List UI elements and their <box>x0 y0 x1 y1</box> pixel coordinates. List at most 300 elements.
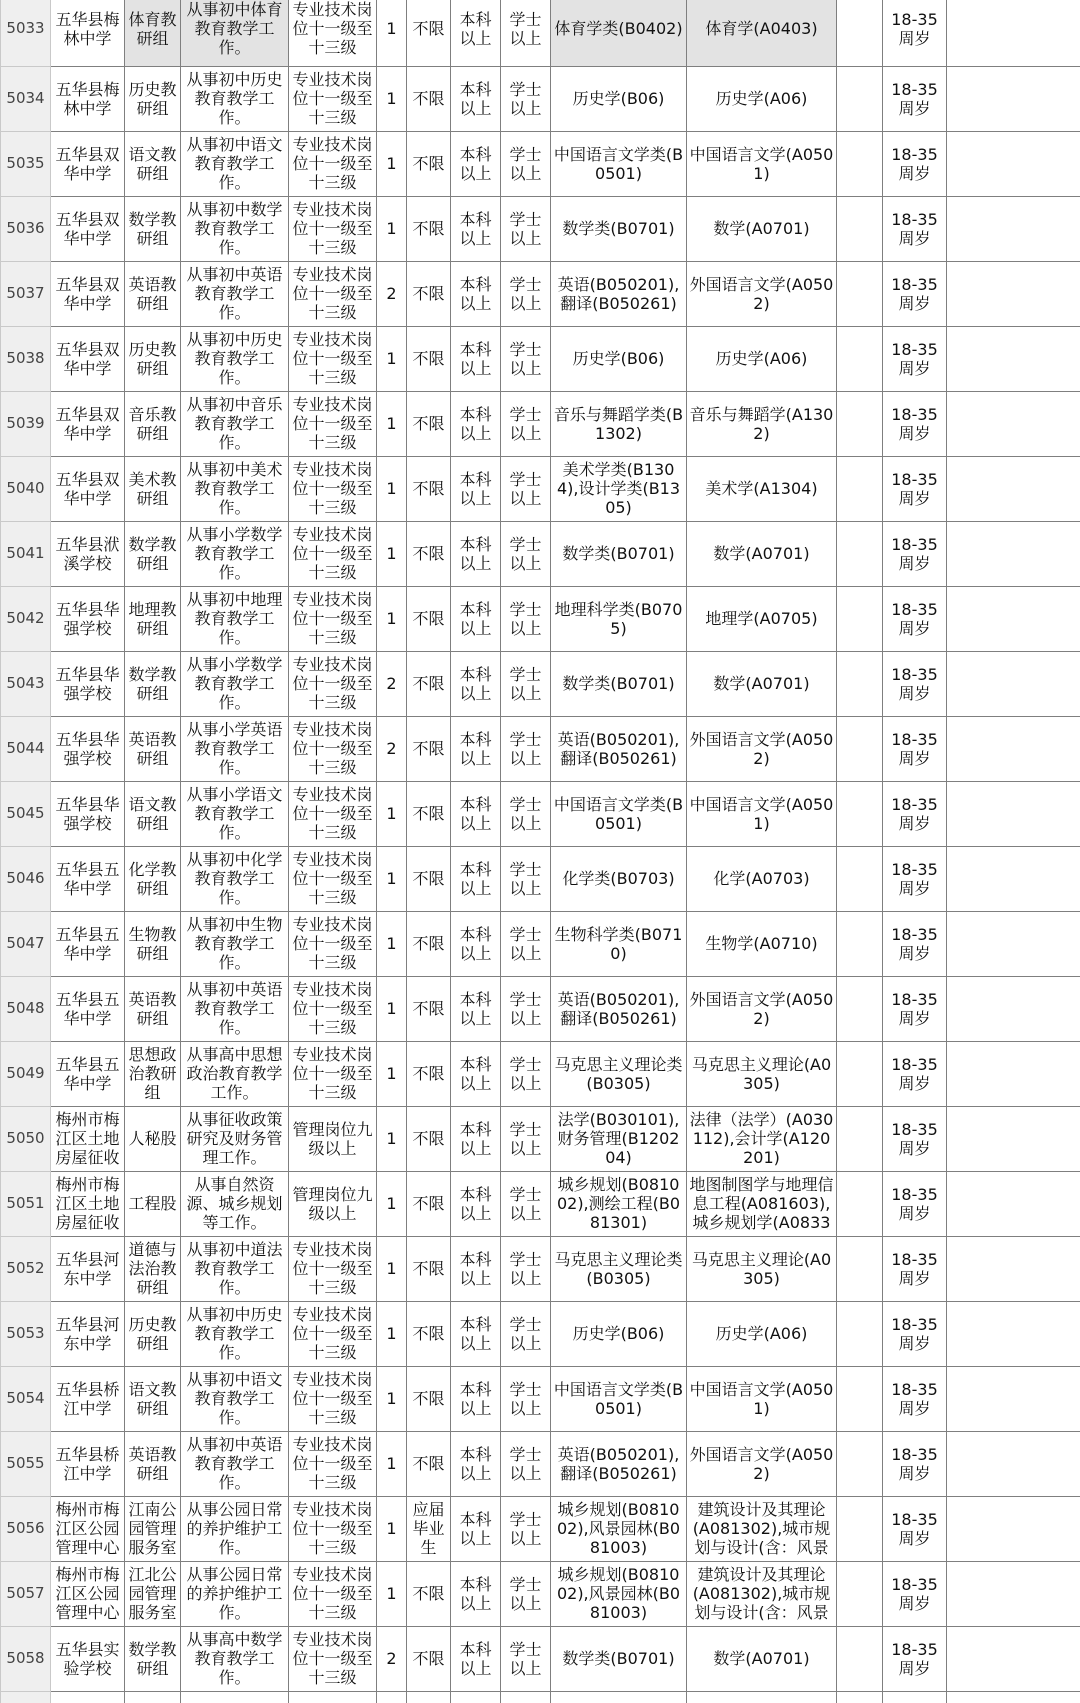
education-cell[interactable] <box>451 1626 501 1691</box>
undergrad-major-cell[interactable] <box>551 1106 687 1171</box>
other-cell[interactable] <box>837 716 883 781</box>
eligibility-cell[interactable] <box>407 1236 451 1301</box>
education-cell[interactable] <box>451 1236 501 1301</box>
degree-cell[interactable] <box>501 781 551 846</box>
blank-cell[interactable] <box>947 1691 1080 1703</box>
headcount-cell[interactable] <box>377 976 407 1041</box>
headcount-cell[interactable] <box>377 1431 407 1496</box>
unit-cell[interactable] <box>51 781 125 846</box>
degree-cell[interactable] <box>501 391 551 456</box>
row-number-cell[interactable] <box>1 196 51 261</box>
undergrad-major-cell[interactable] <box>551 976 687 1041</box>
post-level-cell[interactable] <box>289 846 377 911</box>
postgrad-major-cell[interactable] <box>687 66 837 131</box>
department-cell[interactable] <box>125 521 181 586</box>
eligibility-cell[interactable] <box>407 781 451 846</box>
other-cell[interactable] <box>837 196 883 261</box>
postgrad-major-cell[interactable] <box>687 456 837 521</box>
department-cell[interactable] <box>125 0 181 66</box>
eligibility-cell[interactable] <box>407 1691 451 1703</box>
undergrad-major-cell[interactable] <box>551 1301 687 1366</box>
degree-cell[interactable] <box>501 131 551 196</box>
undergrad-major-cell[interactable] <box>551 781 687 846</box>
unit-cell[interactable] <box>51 586 125 651</box>
age-cell[interactable] <box>883 1431 947 1496</box>
age-cell[interactable] <box>883 0 947 66</box>
blank-cell[interactable] <box>947 196 1080 261</box>
eligibility-cell[interactable] <box>407 1301 451 1366</box>
age-cell[interactable] <box>883 976 947 1041</box>
other-cell[interactable] <box>837 0 883 66</box>
duty-cell[interactable] <box>181 1041 289 1106</box>
duty-cell[interactable] <box>181 1496 289 1561</box>
other-cell[interactable] <box>837 976 883 1041</box>
postgrad-major-cell[interactable] <box>687 391 837 456</box>
headcount-cell[interactable] <box>377 391 407 456</box>
age-cell[interactable] <box>883 911 947 976</box>
duty-cell[interactable] <box>181 66 289 131</box>
post-level-cell[interactable] <box>289 1496 377 1561</box>
blank-cell[interactable] <box>947 1301 1080 1366</box>
age-cell[interactable] <box>883 261 947 326</box>
department-cell[interactable] <box>125 1236 181 1301</box>
row-number-cell[interactable] <box>1 1626 51 1691</box>
age-cell[interactable] <box>883 131 947 196</box>
age-cell[interactable] <box>883 1106 947 1171</box>
unit-cell[interactable] <box>51 846 125 911</box>
education-cell[interactable] <box>451 781 501 846</box>
post-level-cell[interactable] <box>289 456 377 521</box>
education-cell[interactable] <box>451 651 501 716</box>
education-cell[interactable] <box>451 261 501 326</box>
undergrad-major-cell[interactable] <box>551 846 687 911</box>
unit-cell[interactable] <box>51 66 125 131</box>
postgrad-major-cell[interactable] <box>687 716 837 781</box>
headcount-cell[interactable] <box>377 1626 407 1691</box>
education-cell[interactable] <box>451 196 501 261</box>
degree-cell[interactable] <box>501 1561 551 1626</box>
other-cell[interactable] <box>837 261 883 326</box>
unit-cell[interactable] <box>51 1301 125 1366</box>
other-cell[interactable] <box>837 586 883 651</box>
undergrad-major-cell[interactable] <box>551 911 687 976</box>
age-cell[interactable] <box>883 716 947 781</box>
unit-cell[interactable] <box>51 716 125 781</box>
age-cell[interactable] <box>883 521 947 586</box>
row-number-cell[interactable] <box>1 1301 51 1366</box>
undergrad-major-cell[interactable] <box>551 196 687 261</box>
undergrad-major-cell[interactable] <box>551 586 687 651</box>
duty-cell[interactable] <box>181 1301 289 1366</box>
row-number-cell[interactable] <box>1 781 51 846</box>
education-cell[interactable] <box>451 586 501 651</box>
headcount-cell[interactable] <box>377 131 407 196</box>
other-cell[interactable] <box>837 521 883 586</box>
undergrad-major-cell[interactable] <box>551 1496 687 1561</box>
unit-cell[interactable] <box>51 0 125 66</box>
eligibility-cell[interactable] <box>407 976 451 1041</box>
eligibility-cell[interactable] <box>407 326 451 391</box>
row-number-cell[interactable] <box>1 846 51 911</box>
headcount-cell[interactable] <box>377 326 407 391</box>
other-cell[interactable] <box>837 1301 883 1366</box>
row-number-cell[interactable] <box>1 586 51 651</box>
headcount-cell[interactable] <box>377 66 407 131</box>
post-level-cell[interactable] <box>289 131 377 196</box>
blank-cell[interactable] <box>947 781 1080 846</box>
education-cell[interactable] <box>451 1431 501 1496</box>
post-level-cell[interactable] <box>289 1366 377 1431</box>
department-cell[interactable] <box>125 131 181 196</box>
department-cell[interactable] <box>125 1626 181 1691</box>
duty-cell[interactable] <box>181 1561 289 1626</box>
undergrad-major-cell[interactable] <box>551 456 687 521</box>
blank-cell[interactable] <box>947 1366 1080 1431</box>
education-cell[interactable] <box>451 1301 501 1366</box>
degree-cell[interactable] <box>501 326 551 391</box>
row-number-cell[interactable] <box>1 1561 51 1626</box>
other-cell[interactable] <box>837 1236 883 1301</box>
headcount-cell[interactable] <box>377 1301 407 1366</box>
unit-cell[interactable] <box>51 261 125 326</box>
education-cell[interactable] <box>451 911 501 976</box>
degree-cell[interactable] <box>501 1366 551 1431</box>
blank-cell[interactable] <box>947 911 1080 976</box>
degree-cell[interactable] <box>501 586 551 651</box>
undergrad-major-cell[interactable] <box>551 1561 687 1626</box>
eligibility-cell[interactable] <box>407 1561 451 1626</box>
unit-cell[interactable] <box>51 1626 125 1691</box>
postgrad-major-cell[interactable] <box>687 651 837 716</box>
postgrad-major-cell[interactable] <box>687 1236 837 1301</box>
blank-cell[interactable] <box>947 716 1080 781</box>
eligibility-cell[interactable] <box>407 196 451 261</box>
undergrad-major-cell[interactable] <box>551 1171 687 1236</box>
post-level-cell[interactable] <box>289 1691 377 1703</box>
department-cell[interactable] <box>125 1301 181 1366</box>
department-cell[interactable] <box>125 1041 181 1106</box>
post-level-cell[interactable] <box>289 0 377 66</box>
undergrad-major-cell[interactable] <box>551 1041 687 1106</box>
blank-cell[interactable] <box>947 1171 1080 1236</box>
blank-cell[interactable] <box>947 391 1080 456</box>
eligibility-cell[interactable] <box>407 846 451 911</box>
headcount-cell[interactable] <box>377 846 407 911</box>
post-level-cell[interactable] <box>289 196 377 261</box>
row-number-cell[interactable] <box>1 716 51 781</box>
other-cell[interactable] <box>837 131 883 196</box>
blank-cell[interactable] <box>947 521 1080 586</box>
department-cell[interactable] <box>125 1431 181 1496</box>
degree-cell[interactable] <box>501 976 551 1041</box>
unit-cell[interactable] <box>51 1041 125 1106</box>
undergrad-major-cell[interactable] <box>551 326 687 391</box>
age-cell[interactable] <box>883 1171 947 1236</box>
education-cell[interactable] <box>451 456 501 521</box>
eligibility-cell[interactable] <box>407 586 451 651</box>
eligibility-cell[interactable] <box>407 261 451 326</box>
row-number-cell[interactable] <box>1 1431 51 1496</box>
row-number-cell[interactable] <box>1 261 51 326</box>
age-cell[interactable] <box>883 196 947 261</box>
duty-cell[interactable] <box>181 131 289 196</box>
postgrad-major-cell[interactable] <box>687 1041 837 1106</box>
eligibility-cell[interactable] <box>407 1106 451 1171</box>
headcount-cell[interactable] <box>377 911 407 976</box>
duty-cell[interactable] <box>181 1106 289 1171</box>
duty-cell[interactable] <box>181 261 289 326</box>
department-cell[interactable] <box>125 66 181 131</box>
postgrad-major-cell[interactable] <box>687 1626 837 1691</box>
post-level-cell[interactable] <box>289 1431 377 1496</box>
row-number-cell[interactable] <box>1 976 51 1041</box>
eligibility-cell[interactable] <box>407 66 451 131</box>
blank-cell[interactable] <box>947 1496 1080 1561</box>
blank-cell[interactable] <box>947 1561 1080 1626</box>
headcount-cell[interactable] <box>377 781 407 846</box>
row-number-cell[interactable] <box>1 521 51 586</box>
headcount-cell[interactable] <box>377 261 407 326</box>
postgrad-major-cell[interactable] <box>687 846 837 911</box>
post-level-cell[interactable] <box>289 1561 377 1626</box>
post-level-cell[interactable] <box>289 1236 377 1301</box>
duty-cell[interactable] <box>181 1626 289 1691</box>
unit-cell[interactable] <box>51 651 125 716</box>
row-number-cell[interactable] <box>1 1691 51 1703</box>
other-cell[interactable] <box>837 1561 883 1626</box>
row-number-cell[interactable] <box>1 131 51 196</box>
unit-cell[interactable] <box>51 391 125 456</box>
row-number-cell[interactable] <box>1 456 51 521</box>
degree-cell[interactable] <box>501 1171 551 1236</box>
education-cell[interactable] <box>451 1041 501 1106</box>
degree-cell[interactable] <box>501 521 551 586</box>
headcount-cell[interactable] <box>377 1171 407 1236</box>
other-cell[interactable] <box>837 781 883 846</box>
row-number-cell[interactable] <box>1 911 51 976</box>
eligibility-cell[interactable] <box>407 651 451 716</box>
post-level-cell[interactable] <box>289 1041 377 1106</box>
degree-cell[interactable] <box>501 196 551 261</box>
other-cell[interactable] <box>837 1691 883 1703</box>
blank-cell[interactable] <box>947 1431 1080 1496</box>
eligibility-cell[interactable] <box>407 131 451 196</box>
row-number-cell[interactable] <box>1 1236 51 1301</box>
post-level-cell[interactable] <box>289 586 377 651</box>
postgrad-major-cell[interactable] <box>687 1301 837 1366</box>
degree-cell[interactable] <box>501 66 551 131</box>
department-cell[interactable] <box>125 456 181 521</box>
eligibility-cell[interactable] <box>407 1431 451 1496</box>
undergrad-major-cell[interactable] <box>551 716 687 781</box>
eligibility-cell[interactable] <box>407 0 451 66</box>
duty-cell[interactable] <box>181 1236 289 1301</box>
duty-cell[interactable] <box>181 586 289 651</box>
other-cell[interactable] <box>837 1106 883 1171</box>
degree-cell[interactable] <box>501 846 551 911</box>
undergrad-major-cell[interactable] <box>551 66 687 131</box>
row-number-cell[interactable] <box>1 66 51 131</box>
eligibility-cell[interactable] <box>407 521 451 586</box>
blank-cell[interactable] <box>947 456 1080 521</box>
education-cell[interactable] <box>451 846 501 911</box>
post-level-cell[interactable] <box>289 1106 377 1171</box>
education-cell[interactable] <box>451 326 501 391</box>
unit-cell[interactable] <box>51 911 125 976</box>
other-cell[interactable] <box>837 1431 883 1496</box>
duty-cell[interactable] <box>181 196 289 261</box>
department-cell[interactable] <box>125 261 181 326</box>
education-cell[interactable] <box>451 1171 501 1236</box>
row-number-cell[interactable] <box>1 1171 51 1236</box>
headcount-cell[interactable] <box>377 1041 407 1106</box>
age-cell[interactable] <box>883 651 947 716</box>
age-cell[interactable] <box>883 326 947 391</box>
blank-cell[interactable] <box>947 66 1080 131</box>
age-cell[interactable] <box>883 1691 947 1703</box>
row-number-cell[interactable] <box>1 1106 51 1171</box>
education-cell[interactable] <box>451 1106 501 1171</box>
row-number-cell[interactable] <box>1 1366 51 1431</box>
other-cell[interactable] <box>837 911 883 976</box>
blank-cell[interactable] <box>947 1041 1080 1106</box>
education-cell[interactable] <box>451 1691 501 1703</box>
unit-cell[interactable] <box>51 1106 125 1171</box>
degree-cell[interactable] <box>501 1301 551 1366</box>
postgrad-major-cell[interactable] <box>687 781 837 846</box>
other-cell[interactable] <box>837 1041 883 1106</box>
other-cell[interactable] <box>837 456 883 521</box>
duty-cell[interactable] <box>181 781 289 846</box>
department-cell[interactable] <box>125 1561 181 1626</box>
duty-cell[interactable] <box>181 1171 289 1236</box>
other-cell[interactable] <box>837 651 883 716</box>
post-level-cell[interactable] <box>289 326 377 391</box>
unit-cell[interactable] <box>51 456 125 521</box>
degree-cell[interactable] <box>501 651 551 716</box>
degree-cell[interactable] <box>501 456 551 521</box>
postgrad-major-cell[interactable] <box>687 911 837 976</box>
eligibility-cell[interactable] <box>407 391 451 456</box>
postgrad-major-cell[interactable] <box>687 976 837 1041</box>
degree-cell[interactable] <box>501 911 551 976</box>
postgrad-major-cell[interactable] <box>687 326 837 391</box>
age-cell[interactable] <box>883 781 947 846</box>
duty-cell[interactable] <box>181 976 289 1041</box>
department-cell[interactable] <box>125 326 181 391</box>
age-cell[interactable] <box>883 846 947 911</box>
duty-cell[interactable] <box>181 1366 289 1431</box>
post-level-cell[interactable] <box>289 651 377 716</box>
department-cell[interactable] <box>125 976 181 1041</box>
age-cell[interactable] <box>883 1496 947 1561</box>
unit-cell[interactable] <box>51 131 125 196</box>
blank-cell[interactable] <box>947 1106 1080 1171</box>
row-number-cell[interactable] <box>1 0 51 66</box>
age-cell[interactable] <box>883 66 947 131</box>
degree-cell[interactable] <box>501 1041 551 1106</box>
post-level-cell[interactable] <box>289 1626 377 1691</box>
headcount-cell[interactable] <box>377 196 407 261</box>
education-cell[interactable] <box>451 521 501 586</box>
post-level-cell[interactable] <box>289 521 377 586</box>
undergrad-major-cell[interactable] <box>551 521 687 586</box>
eligibility-cell[interactable] <box>407 456 451 521</box>
other-cell[interactable] <box>837 1626 883 1691</box>
unit-cell[interactable] <box>51 196 125 261</box>
eligibility-cell[interactable] <box>407 1041 451 1106</box>
other-cell[interactable] <box>837 1171 883 1236</box>
unit-cell[interactable] <box>51 1236 125 1301</box>
degree-cell[interactable] <box>501 1106 551 1171</box>
age-cell[interactable] <box>883 1301 947 1366</box>
education-cell[interactable] <box>451 66 501 131</box>
eligibility-cell[interactable] <box>407 1496 451 1561</box>
row-number-cell[interactable] <box>1 326 51 391</box>
undergrad-major-cell[interactable] <box>551 0 687 66</box>
row-number-cell[interactable] <box>1 391 51 456</box>
department-cell[interactable] <box>125 1366 181 1431</box>
headcount-cell[interactable] <box>377 1561 407 1626</box>
postgrad-major-cell[interactable] <box>687 196 837 261</box>
post-level-cell[interactable] <box>289 716 377 781</box>
postgrad-major-cell[interactable] <box>687 586 837 651</box>
blank-cell[interactable] <box>947 261 1080 326</box>
headcount-cell[interactable] <box>377 1106 407 1171</box>
headcount-cell[interactable] <box>377 651 407 716</box>
education-cell[interactable] <box>451 0 501 66</box>
post-level-cell[interactable] <box>289 911 377 976</box>
row-number-cell[interactable] <box>1 1496 51 1561</box>
post-level-cell[interactable] <box>289 781 377 846</box>
education-cell[interactable] <box>451 716 501 781</box>
postgrad-major-cell[interactable] <box>687 1561 837 1626</box>
age-cell[interactable] <box>883 391 947 456</box>
headcount-cell[interactable] <box>377 1691 407 1703</box>
unit-cell[interactable] <box>51 976 125 1041</box>
blank-cell[interactable] <box>947 586 1080 651</box>
blank-cell[interactable] <box>947 1236 1080 1301</box>
department-cell[interactable] <box>125 651 181 716</box>
other-cell[interactable] <box>837 846 883 911</box>
education-cell[interactable] <box>451 1561 501 1626</box>
degree-cell[interactable] <box>501 1236 551 1301</box>
duty-cell[interactable] <box>181 846 289 911</box>
blank-cell[interactable] <box>947 651 1080 716</box>
post-level-cell[interactable] <box>289 1301 377 1366</box>
blank-cell[interactable] <box>947 0 1080 66</box>
unit-cell[interactable] <box>51 1561 125 1626</box>
other-cell[interactable] <box>837 326 883 391</box>
age-cell[interactable] <box>883 1041 947 1106</box>
headcount-cell[interactable] <box>377 1496 407 1561</box>
post-level-cell[interactable] <box>289 976 377 1041</box>
duty-cell[interactable] <box>181 1431 289 1496</box>
degree-cell[interactable] <box>501 1496 551 1561</box>
other-cell[interactable] <box>837 1366 883 1431</box>
unit-cell[interactable] <box>51 1431 125 1496</box>
eligibility-cell[interactable] <box>407 1366 451 1431</box>
degree-cell[interactable] <box>501 261 551 326</box>
blank-cell[interactable] <box>947 1626 1080 1691</box>
education-cell[interactable] <box>451 1366 501 1431</box>
blank-cell[interactable] <box>947 846 1080 911</box>
age-cell[interactable] <box>883 1366 947 1431</box>
education-cell[interactable] <box>451 976 501 1041</box>
postgrad-major-cell[interactable] <box>687 261 837 326</box>
undergrad-major-cell[interactable] <box>551 131 687 196</box>
unit-cell[interactable] <box>51 521 125 586</box>
